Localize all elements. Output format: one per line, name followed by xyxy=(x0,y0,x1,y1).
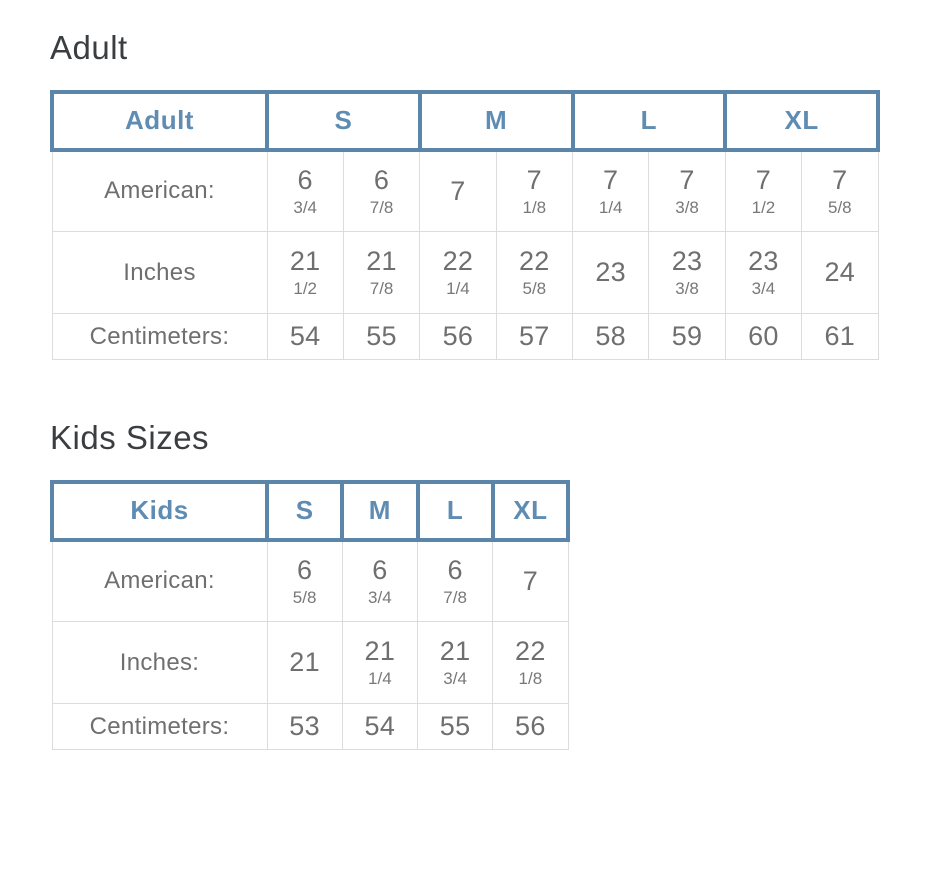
adult-size-header-m: M xyxy=(420,92,573,150)
adult-size-header-s: S xyxy=(267,92,420,150)
size-cell xyxy=(725,232,801,314)
row-label-american: American: xyxy=(52,150,267,232)
size-cell xyxy=(493,704,568,750)
size-fraction: 7/8 xyxy=(369,198,394,218)
size-value: 21 xyxy=(439,636,471,667)
size-cell xyxy=(573,232,649,314)
kids-size-header-l: L xyxy=(418,482,493,540)
size-cell xyxy=(420,314,496,360)
adult-section xyxy=(50,28,926,360)
size-cell xyxy=(342,540,417,622)
size-cell xyxy=(649,150,725,232)
size-fraction: 5/8 xyxy=(522,279,547,299)
size-cell xyxy=(725,314,801,360)
size-value: 56 xyxy=(515,711,546,742)
size-value: 57 xyxy=(518,321,550,352)
size-cell xyxy=(725,150,801,232)
size-value: 55 xyxy=(439,711,471,742)
size-value: 54 xyxy=(364,711,396,742)
adult-table-title-cell: Adult xyxy=(52,92,267,150)
size-cell xyxy=(649,232,725,314)
size-value: 21 xyxy=(289,647,320,678)
size-cell xyxy=(420,150,496,232)
size-cell xyxy=(420,232,496,314)
size-value: 23 xyxy=(595,257,626,288)
size-fraction: 7/8 xyxy=(443,588,467,608)
size-value: 6 xyxy=(447,555,463,586)
size-cell xyxy=(343,232,419,314)
kids-header-row xyxy=(52,482,568,540)
size-value: 23 xyxy=(748,246,779,277)
size-value: 59 xyxy=(671,321,703,352)
size-cell xyxy=(267,314,343,360)
size-cell xyxy=(418,704,493,750)
size-fraction: 1/4 xyxy=(446,279,470,299)
adult-size-table xyxy=(50,90,880,361)
size-value: 7 xyxy=(832,165,848,196)
kids-size-header-m: M xyxy=(342,482,417,540)
adult-header-row xyxy=(52,92,878,150)
size-value: 7 xyxy=(450,175,466,206)
size-value: 6 xyxy=(373,165,390,196)
size-fraction: 1/4 xyxy=(368,669,392,689)
adult-american-row xyxy=(52,150,878,232)
size-cell xyxy=(496,314,572,360)
size-cell xyxy=(802,150,878,232)
size-value: 7 xyxy=(522,565,539,596)
size-cell xyxy=(493,540,568,622)
size-value: 22 xyxy=(515,636,546,667)
size-value: 21 xyxy=(366,246,397,277)
row-label-inches: Inches: xyxy=(52,622,267,704)
kids-centimeters-row xyxy=(52,704,568,750)
size-value: 53 xyxy=(289,711,320,742)
size-cell xyxy=(418,622,493,704)
size-value: 6 xyxy=(372,555,388,586)
size-value: 23 xyxy=(671,246,703,277)
size-cell xyxy=(496,232,572,314)
size-value: 6 xyxy=(296,555,313,586)
size-cell xyxy=(493,622,568,704)
row-label-inches: Inches xyxy=(52,232,267,314)
size-fraction: 3/8 xyxy=(675,198,699,218)
size-value: 21 xyxy=(289,246,321,277)
size-fraction: 1/2 xyxy=(751,198,776,218)
size-fraction: 7/8 xyxy=(369,279,394,299)
size-fraction: 1/8 xyxy=(518,669,543,689)
size-cell xyxy=(267,622,342,704)
size-fraction: 3/4 xyxy=(368,588,392,608)
size-fraction: 5/8 xyxy=(827,198,852,218)
adult-inches-row xyxy=(52,232,878,314)
kids-size-header-s: S xyxy=(267,482,342,540)
size-fraction: 1/8 xyxy=(522,198,547,218)
size-cell xyxy=(496,150,572,232)
kids-inches-row xyxy=(52,622,568,704)
size-value: 22 xyxy=(442,246,474,277)
size-cell xyxy=(267,704,342,750)
size-value: 56 xyxy=(442,321,474,352)
size-cell xyxy=(342,704,417,750)
size-value: 60 xyxy=(748,321,779,352)
row-label-centimeters: Centimeters: xyxy=(52,314,267,360)
size-cell xyxy=(802,314,878,360)
kids-section xyxy=(50,418,926,750)
size-value: 7 xyxy=(679,165,695,196)
size-value: 22 xyxy=(518,246,550,277)
kids-table-title-cell: Kids xyxy=(52,482,267,540)
size-fraction: 5/8 xyxy=(292,588,317,608)
size-cell xyxy=(342,622,417,704)
size-fraction: 3/4 xyxy=(751,279,776,299)
size-cell xyxy=(802,232,878,314)
size-fraction: 1/2 xyxy=(293,279,317,299)
size-cell xyxy=(418,540,493,622)
kids-size-header-xl: XL xyxy=(493,482,568,540)
adult-section-heading: Adult xyxy=(50,29,128,66)
size-value: 7 xyxy=(755,165,772,196)
adult-centimeters-row xyxy=(52,314,878,360)
size-cell xyxy=(649,314,725,360)
kids-section-heading: Kids Sizes xyxy=(50,419,210,457)
row-label-american: American: xyxy=(52,540,267,622)
size-cell xyxy=(267,232,343,314)
row-label-centimeters: Centimeters: xyxy=(52,704,267,750)
size-value: 24 xyxy=(824,257,856,288)
size-value: 21 xyxy=(364,636,396,667)
kids-size-table xyxy=(50,480,570,751)
adult-size-header-l: L xyxy=(573,92,726,150)
size-fraction: 3/4 xyxy=(443,669,467,689)
size-value: 7 xyxy=(526,165,542,196)
size-fraction: 3/4 xyxy=(293,198,317,218)
size-cell xyxy=(267,150,343,232)
size-fraction: 3/8 xyxy=(675,279,699,299)
size-value: 7 xyxy=(603,165,619,196)
size-cell xyxy=(343,150,419,232)
size-value: 6 xyxy=(297,165,313,196)
kids-american-row xyxy=(52,540,568,622)
size-cell xyxy=(343,314,419,360)
size-value: 54 xyxy=(289,321,321,352)
size-cell xyxy=(267,540,342,622)
size-value: 61 xyxy=(824,321,856,352)
size-fraction: 1/4 xyxy=(598,198,623,218)
size-cell xyxy=(573,314,649,360)
size-value: 58 xyxy=(595,321,626,352)
size-value: 55 xyxy=(366,321,397,352)
adult-size-header-xl: XL xyxy=(725,92,878,150)
size-cell xyxy=(573,150,649,232)
